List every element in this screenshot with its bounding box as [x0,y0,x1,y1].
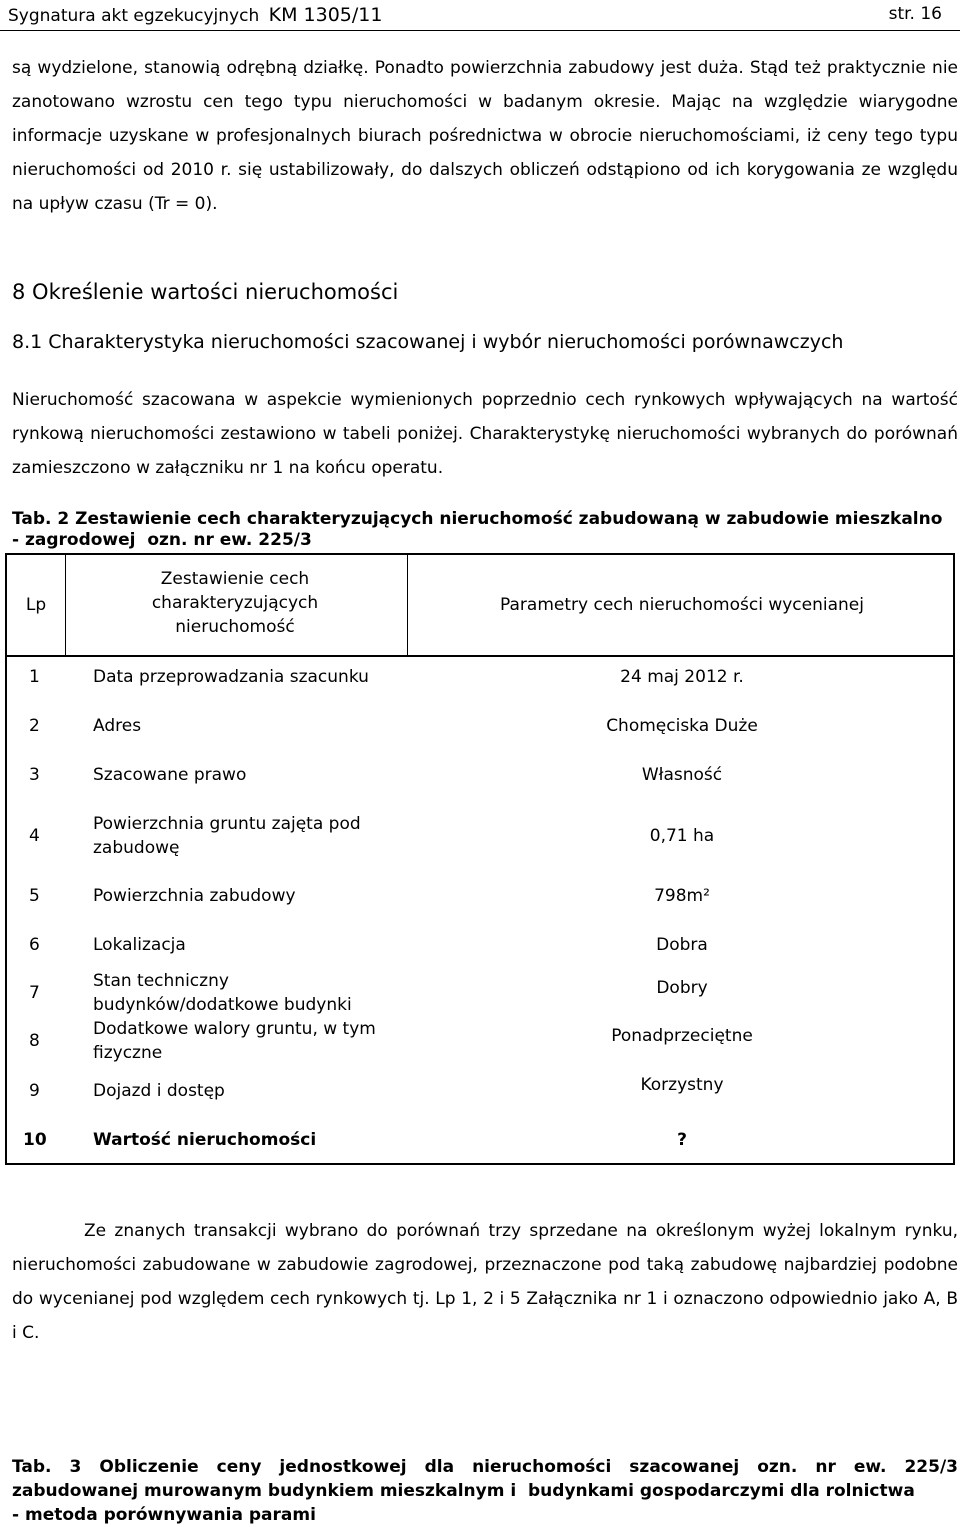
features-table [5,553,955,1165]
row-lp: 7 [29,983,40,1003]
signature-label: Sygnatura akt egzekucyjnych [8,6,260,26]
header-features: Zestawienie cech charakteryzujących nieruchomość [151,569,319,637]
row-param: Korzystny [640,1075,724,1095]
characteristics-paragraph: Nieruchomość szacowana w aspekcie wymienionych poprzednio cech rynkowych wpływających na wartość rynkową nieruchomości zestawiono w tabeli poniżej. Charakterystykę nieruchomości wybranych do porównań zamieszczono w załączniku nr 1 na końcu operatu. [12,390,958,478]
row-feature: Stan techniczny budynków/dodatkowe budynki [93,971,352,1015]
row-param: Dobry [656,978,708,998]
row-param: Dobra [656,935,708,955]
row-param: 798m² [654,886,710,906]
row-feature: Dojazd i dostęp [93,1081,225,1101]
table2-caption-line2: - zagrodowej ozn. nr ew. 225/3 [12,530,312,550]
row-lp: 5 [29,886,40,906]
row-param: ? [677,1130,687,1150]
row-param: 0,71 ha [649,826,715,846]
row-lp: 1 [29,667,40,687]
row-lp: 8 [29,1031,40,1051]
signature [8,4,382,26]
row-lp: 4 [29,826,40,846]
row-param: Chomęciska Duże [606,716,758,736]
row-feature: Wartość nieruchomości [93,1130,317,1150]
row-feature: Dodatkowe walory gruntu, w tym fizyczne [93,1019,376,1063]
row-feature: Lokalizacja [93,935,186,955]
row-param: Własność [641,765,723,785]
table3-caption [12,1455,958,1527]
table2-caption-line1: Tab. 2 Zestawienie cech charakteryzujących nieruchomość zabudowaną w zabudowie mieszkalno [12,509,943,529]
row-lp: 2 [29,716,40,736]
subsection-title: 8.1 Charakterystyka nieruchomości szacowanej i wybór nieruchomości porównawczych [12,331,844,353]
row-lp: 10 [23,1130,47,1150]
row-feature: Adres [93,716,142,736]
row-param: 24 maj 2012 r. [620,667,744,687]
row-feature: Szacowane prawo [93,765,247,785]
row-param: Ponadprzeciętne [611,1026,753,1046]
header-divider [65,555,66,655]
row-feature: Data przeprowadzania szacunku [93,667,369,687]
row-feature: Powierzchnia zabudowy [93,886,296,906]
row-lp: 9 [29,1081,40,1101]
table3-caption-line1: Tab. 3 Obliczenie ceny jednostkowej dla nieruchomości szacowanej ozn. nr ew. 225/3 [12,1457,958,1477]
page-header [0,0,960,31]
row-feature: Powierzchnia gruntu zajęta pod zabudowę [93,814,361,858]
intro-paragraph: są wydzielone, stanowią odrębną działkę. Ponadto powierzchnia zabudowy jest duża. Stąd też praktycznie nie zanotowano wzrostu cen tego typu nieruchomości w badanym okresie. Mając na względzie wiarygodne informacje uzyskane w profesjonalnych biurach pośrednictwa w obrocie nieruchomościami, iż ceny tego typu nieruchomości od 2010 r. się ustabilizowały, do dalszych obliczeń odstąpiono od ich korygowania ze względu na upływ czasu (Tr = 0). [12,58,958,214]
header-params: Parametry cech nieruchomości wycenianej [500,595,864,615]
row-lp: 3 [29,765,40,785]
row-lp: 6 [29,935,40,955]
table3-caption-line2: zabudowanej murowanym budynkiem mieszkalnym i budynkami gospodarczymi dla rolnictwa [12,1481,915,1501]
header-bottom-line [7,655,953,657]
header-lp: Lp [25,595,47,615]
header-divider [407,555,408,655]
section-title: 8 Określenie wartości nieruchomości [12,280,399,304]
page-number: str. 16 [888,4,942,24]
signature-number: KM 1305/11 [268,4,383,26]
table3-caption-line3: - metoda porównywania parami [12,1505,316,1525]
comparison-paragraph: Ze znanych transakcji wybrano do porównań trzy sprzedane na określonym wyżej lokalnym rynku, nieruchomości zabudowane w zabudowie zagrodowej, przeznaczone pod taką zabudowę najbardziej podobne do wycenianej pod względem cech rynkowych tj. Lp 1, 2 i 5 Załącznika nr 1 i oznaczono odpowiednio jako A, B i C. [12,1221,958,1343]
table2-caption [12,509,958,551]
